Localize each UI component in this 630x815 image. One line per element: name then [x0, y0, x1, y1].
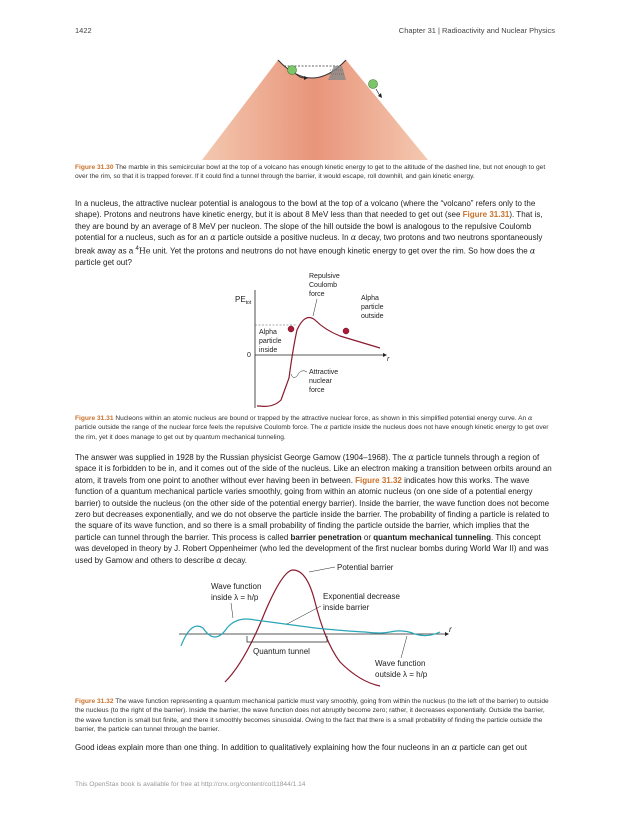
- alpha-particle-inside: [288, 326, 294, 332]
- marble-outside: [369, 80, 378, 89]
- figure-link[interactable]: Figure 31.32: [355, 475, 402, 485]
- alpha-inside-label: Alpha particle inside: [259, 329, 282, 354]
- chapter-title: Chapter 31 | Radioactivity and Nuclear Physics: [398, 26, 555, 35]
- volcano-shape: [202, 60, 428, 160]
- figure-label: Figure 31.32: [75, 698, 114, 705]
- wf-inside-label: Wave function inside λ = h/p: [211, 582, 262, 602]
- figure-label: Figure 31.31: [75, 415, 114, 422]
- alpha-particle-outside: [343, 328, 349, 334]
- quantum-tunnel-label: Quantum tunnel: [253, 647, 310, 656]
- quantum-tunnel-bracket: [247, 636, 327, 642]
- wf-outside-label: Wave function outside λ = h/p: [375, 659, 428, 679]
- page-number: 1422: [75, 26, 92, 35]
- zero-label: 0: [247, 352, 251, 359]
- wave-function-figure: [175, 562, 465, 692]
- footer-text: This OpenStax book is available for free at http://cnx.org/content/col11844/1.14: [75, 781, 306, 788]
- alpha-outside-label: Alpha particle outside: [361, 295, 384, 320]
- exp-decrease-label: Exponential decrease inside barrier: [323, 592, 400, 612]
- paragraph-2: The answer was supplied in 1928 by the Russian physicist George Gamow (1904–1968). The α particle tunnels through a region of space it is forbidden to be in, and it comes out of the side of the nucleus. Like an electron making a transition between orbits around an atom, it travels from one point to another without ever having been in between. Figure 31.32 indicates how this works. The wave function of a quantum mechanical particle varies smoothly, going from within an atomic nucleus (on one side of a potential energy barrier) to outside the nucleus (on the other side of the potential energy barrier). Inside the barrier, the wave function does not become zero but decreases exponentially, and we do not observe the particle inside the barrier. The probability of finding a particle is related to the square of its wave function, and so there is a small probability of finding the particle outside the barrier, which implies that the particle can tunnel through the barrier. This process is called barrier penetration or quantum mechanical tunneling. This concept was developed in theory by J. Robert Oppenheimer (who led the development of the first nuclear bombs during World War II) and was used by Gamow and others to describe α decay.: [75, 453, 552, 565]
- volcano-figure: [200, 52, 430, 162]
- y-axis-label: $PE_{tot}$: [235, 295, 252, 306]
- potential-energy-chart: [225, 268, 415, 410]
- paragraph-3: Good ideas explain more than one thing. In addition to qualitatively explaining how the four nucleons in an α particle can get out: [75, 743, 527, 752]
- potential-barrier-label: Potential barrier: [337, 563, 394, 572]
- paragraph-1: In a nucleus, the attractive nuclear potential is analogous to the bowl at the top of a volcano (where the “volcano” refers only to the shape). Protons and neutrons have kinetic energy, but it is about 8 MeV less than that needed to get out (see Figure 31.31). That is, they are bound by an average of 8 MeV per nucleon. The slope of the hill outside the bowl is analogous to the repulsive Coulomb potential for a nucleus, such as for an α particle outside a positive nucleus. In α decay, two protons and two neutrons spontaneously break away as a $^4$He unit. Yet the protons and neutrons do not have enough kinetic energy to get over the rim. So how does the α particle get out?: [75, 199, 543, 267]
- x-axis-label: r: [387, 356, 390, 363]
- figure-31-32-caption: Figure 31.32 The wave function representing a quantum mechanical particle must vary smoothly, going from within the nucleus (to the left of the barrier) to outside the nucleus (to the right of the barrier). Inside the barrier, the wave function does not abruptly become zero; rather, it decreases exponentially. Outside the barrier, the wave function is small but finite, and there it smoothly becomes sinusoidal. Owing to the fact that there is a small probability of finding the particle outside the barrier, the particle can tunnel through the barrier.: [75, 698, 549, 734]
- repulsive-label: Repulsive Coulomb force: [309, 273, 340, 298]
- r-axis-label: r: [449, 625, 452, 634]
- figure-label: Figure 31.30: [75, 164, 114, 171]
- marble-inside: [288, 66, 297, 75]
- figure-31-30-caption: Figure 31.30 The marble in this semicircular bowl at the top of a volcano has enough kinetic energy to get to the altitude of the dashed line, but not enough to get over the rim, so that it is trapped forever. If it could find a tunnel through the barrier, it would escape, roll downhill, and gain kinetic energy.: [75, 164, 546, 181]
- figure-31-31-caption: Figure 31.31 Nucleons within an atomic nucleus are bound or trapped by the attractive nuclear force, as shown in this simplified potential energy curve. An α particle outside the range of the nuclear force feels the repulsive Coulomb force. The α particle inside the nucleus does not have enough kinetic energy to get over the rim, yet it does manage to get out by quantum mechanical tunneling.: [75, 414, 549, 441]
- figure-link[interactable]: Figure 31.31: [462, 210, 510, 220]
- attractive-label: Attractive nuclear force: [309, 369, 339, 394]
